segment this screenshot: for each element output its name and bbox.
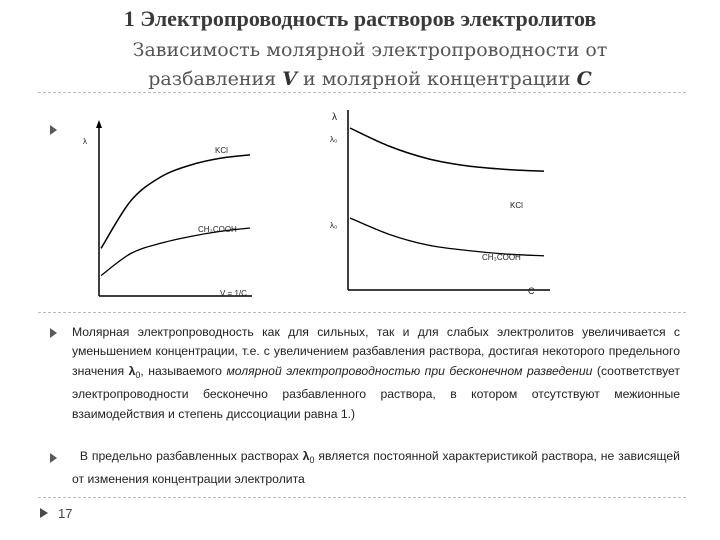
- series-label-kcl: KCl: [510, 201, 523, 210]
- series-label-kcl: KCl: [215, 146, 228, 155]
- paragraph-1-text-b: , называемого: [140, 363, 227, 378]
- term-emphasis: молярной электропроводностью при бесконечном разведении: [226, 363, 593, 378]
- series-line-ch3cooh: [350, 218, 544, 256]
- x-axis-label: C: [528, 286, 535, 296]
- subtitle-var-v: V: [282, 68, 297, 90]
- paragraph-1: [72, 323, 680, 424]
- lambda0-mark-lower: λ₀: [330, 221, 338, 230]
- series-label-ch3cooh: CH₃COOH: [198, 225, 237, 234]
- lambda-subscript: 0: [309, 455, 315, 465]
- lambda0-mark-upper: λ₀: [330, 135, 338, 144]
- y-axis-label: λ: [332, 112, 337, 123]
- chart-concentration: [322, 100, 562, 300]
- paragraph-1-text-c: (соответствует электропроводности бесконечно разбавленного раствора, в котором отсутствуют межионные взаимодействия и степень диссоциации равна 1.): [72, 363, 681, 421]
- subtitle-prefix: разбавления: [148, 68, 283, 90]
- footer-marker-icon: [40, 508, 48, 518]
- x-axis-label: V = 1/C: [220, 289, 247, 298]
- paragraph-2-text-b: является постоянной характеристикой раствора, не зависящей от изменения концентрации электролита: [72, 449, 680, 487]
- series-line-kcl: [350, 128, 544, 171]
- lambda-symbol: λ: [128, 363, 136, 378]
- paragraph-2: [72, 447, 680, 490]
- slide-subtitle: [60, 36, 680, 94]
- series-line-kcl: [101, 155, 250, 249]
- bullet-paragraph-1: [50, 328, 57, 338]
- paragraph-2-text-a: В предельно разбавленных растворах: [79, 449, 303, 463]
- slide-title: 1 Электропроводность растворов электролитов: [123, 6, 597, 31]
- subtitle-mid: и молярной концентрации: [296, 68, 577, 90]
- subtitle-var-c: C: [576, 68, 592, 90]
- page-number: 17: [58, 506, 73, 521]
- y-axis-arrow: [96, 120, 102, 128]
- series-label-ch3cooh: CH₃COOH: [482, 253, 521, 262]
- lambda-subscript: 0: [135, 369, 141, 380]
- y-axis-label: λ: [83, 137, 87, 146]
- charts-divider: [38, 312, 686, 313]
- chart-dilution: [80, 118, 295, 308]
- footer-divider: [38, 497, 686, 498]
- header-divider: [38, 92, 686, 93]
- series-line-ch3cooh: [101, 228, 250, 276]
- bullet-paragraph-2: [50, 453, 57, 463]
- paragraph-1-text-a: Молярная электропроводность как для сильных, так и для слабых электролитов увеличивается с уменьшением концентрации, т.е. с увеличением разбавления раствора, достигая некоторого предельного значения: [72, 325, 680, 378]
- subtitle-line-1: Зависимость молярной электропроводности от: [132, 39, 608, 61]
- subtitle-line-2: [60, 65, 680, 94]
- bullet-charts: [50, 125, 57, 135]
- lambda-symbol: λ: [302, 449, 310, 463]
